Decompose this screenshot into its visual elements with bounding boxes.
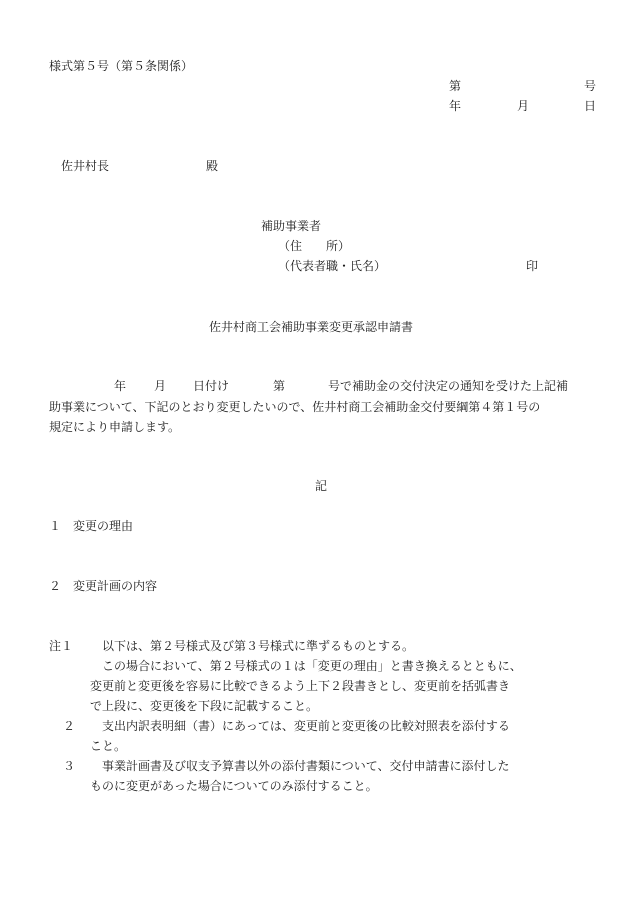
note3-line1: 事業計画書及び収支予算書以外の添付書類について、交付申請書に添付した [102,759,510,773]
number-go: 号 [584,79,597,93]
note2-line2: こと。 [90,739,127,753]
note1-line4: で上段に、変更後を下段に記載すること。 [90,699,319,713]
item-text: 変更の理由 [73,519,134,533]
ki-heading: 記 [315,479,328,493]
body-tsuki: 月 [154,379,167,393]
addressee-honorific: 殿 [206,159,219,173]
date-nen: 年 [449,99,462,113]
note3-number: ３ [63,759,76,773]
item-number: ２ [49,579,62,593]
document-title: 佐井村商工会補助事業変更承認申請書 [209,320,414,334]
form-label: 様式第５号（第５条関係） [49,59,194,73]
date-tsuki: 月 [517,99,530,113]
applicant-address-label: （住 所） [278,239,351,253]
addressee-title: 佐井村長 [61,159,110,173]
note3-line2: ものに変更があった場合についてのみ添付すること。 [90,779,378,793]
item-number: １ [49,519,62,533]
body-dai: 第 [273,379,286,393]
item-text: 変更計画の内容 [73,579,158,593]
applicant-representative-label: （代表者職・氏名） [278,259,387,273]
note2-number: ２ [63,719,76,733]
body-line3: 規定により申請します。 [49,420,181,434]
note1-line2: この場合において、第２号様式の１は「変更の理由」と書き換えるとともに、 [102,659,522,673]
body-line2: 助事業について、下記のとおり変更したいので、佐井村商工会補助金交付要綱第４第１号の [49,400,541,414]
body-line1-rest: 号で補助金の交付決定の通知を受けた上記補 [328,379,569,393]
body-nen: 年 [114,379,127,393]
number-dai: 第 [449,79,462,93]
seal-mark: 印 [526,259,539,273]
body-hizuke: 日付け [193,379,230,393]
notes-label: 注１ [49,639,74,653]
note1-line1: 以下は、第２号様式及び第３号様式に準ずるものとする。 [102,639,415,653]
note1-line3: 変更前と変更後を容易に比較できるよう上下２段書きとし、変更前を括弧書き [90,679,511,693]
note2-line1: 支出内訳表明細（書）にあっては、変更前と変更後の比較対照表を添付する [102,719,510,733]
applicant-label: 補助事業者 [261,219,322,233]
date-hi: 日 [584,99,597,113]
